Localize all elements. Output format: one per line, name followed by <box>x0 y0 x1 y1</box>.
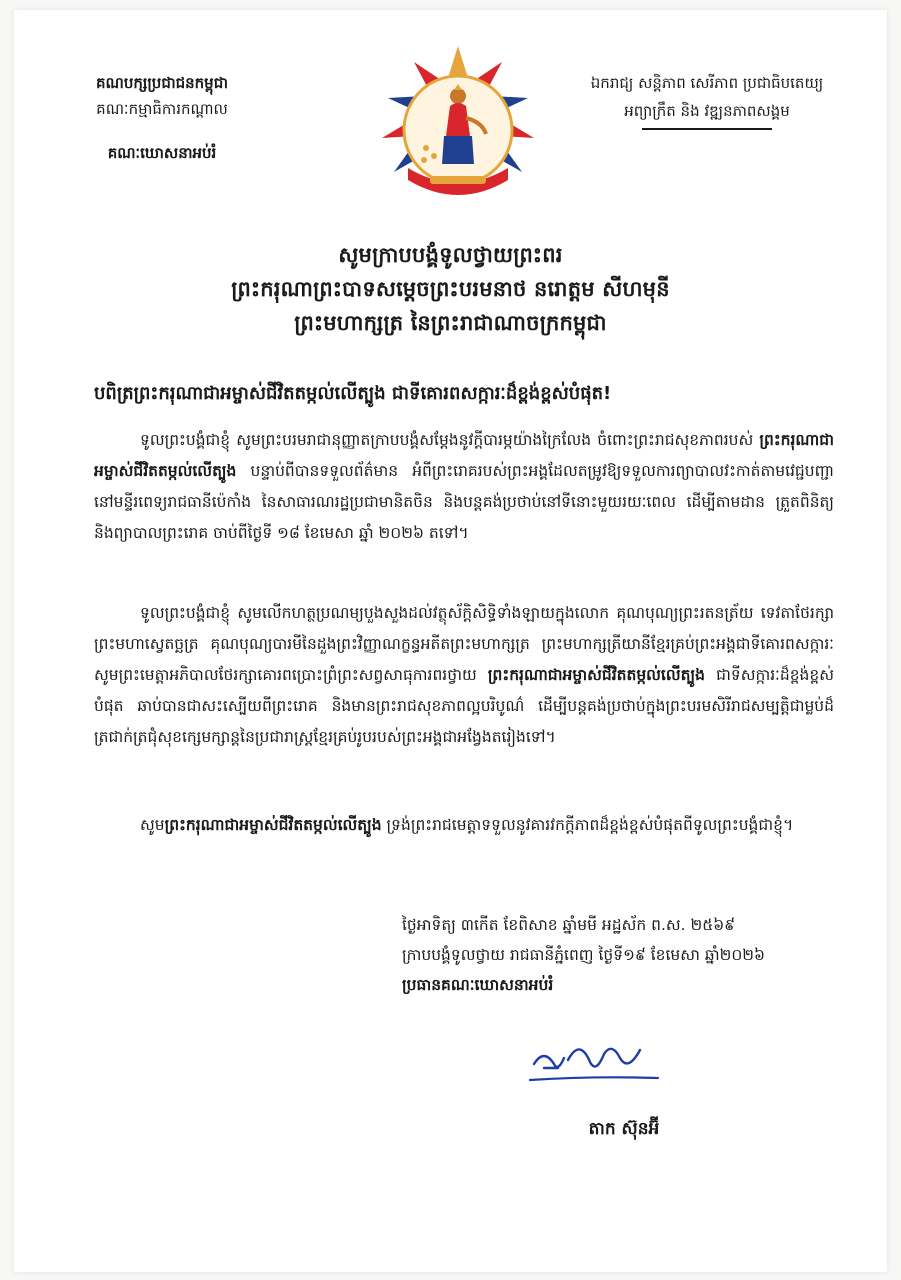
body-paragraph-3 <box>94 810 834 841</box>
closing-block <box>402 910 842 1000</box>
salutation-title: បពិត្រព្រះករុណាជាអម្ចាស់ជីវិតតម្កល់លើត្បូង ជាទីគោរពសក្ការៈដ៏ខ្ពង់ខ្ពស់បំផុត! <box>94 383 612 404</box>
motto-underline <box>642 128 772 130</box>
greeting-line-2: ព្រះករុណាព្រះបាទសម្តេចព្រះបរមនាថ នរោត្តម សីហមុនី <box>231 277 670 301</box>
p2-bold-title: ព្រះករុណាជាអម្ចាស់ជីវិតតម្កល់លើត្បូង <box>487 666 705 684</box>
header-right <box>567 72 847 130</box>
p3-bold-title: ព្រះករុណាជាអម្ចាស់ជីវិតតម្កល់លើត្បូង <box>164 816 382 834</box>
greeting-line-1: សូមក្រាបបង្គំទូលថ្វាយព្រះពរ <box>338 243 563 267</box>
national-motto-line-1: ឯករាជ្យ សន្តិភាព សេរីភាព ប្រជាធិបតេយ្យ <box>590 74 824 92</box>
p2-text-b: ជាទីសក្ការៈដ៏ខ្ពង់ខ្ពស់បំផុត ឆាប់បានជាសះស្បើយពីព្រះរោគ និងមានព្រះរាជសុខភាពល្អបរិបូណ៌ ដើម្បីបន្តគង់ប្រថាប់ក្នុងព្រះបរមសិរីរាជសម្បត្តិជាម្លប់ដ៏ត្រជាក់ត្រជុំសុខក្សេមក្សាន្តនៃប្រជារាស្ត្រខ្មែរគ្រប់រូបរបស់ព្រះអង្គជាអង្វែងតរៀងទៅ។ <box>94 666 834 746</box>
p1-text-b: បន្ទាប់ពីបានទទួលព័ត៌មាន អំពីព្រះរោគរបស់ព្រះអង្គដែលតម្រូវឱ្យទទួលការព្យាបាលវះកាត់តាមវេជ្ជបញ្ជា នៅមន្ទីរពេទ្យរាជធានីប៉េកាំង នៃសាធារណរដ្ឋប្រជាមានិតចិន និងបន្តគង់ប្រថាប់នៅទីនោះមួយរយៈពេល ដើម្បីតាមដាន ត្រួតពិនិត្យ និងព្យាបាលព្រះរោគ ចាប់ពីថ្ងៃទី ១៨ ខែមេសា ឆ្នាំ ២០២៦ តទៅ។ <box>94 462 834 542</box>
p1-text-a: ទូលព្រះបង្គំជាខ្ញុំ សូមព្រះបរមរាជានុញ្ញាតក្រាបបង្គំសម្តែងនូវក្តីបារម្ភយ៉ាងក្រៃលែង ចំពោះព្រះរាជសុខភាពរបស់ <box>140 431 760 449</box>
signer-name: តាក ស៊ុនអ៊ី <box>588 1119 660 1139</box>
p3-text-b: ទ្រង់ព្រះរាជមេត្តាទទួលនូវគារវកក្តីភាពដ៏ខ្ពង់ខ្ពស់បំផុតពីទូលព្រះបង្គំជាខ្ញុំ។ <box>381 816 794 834</box>
body-paragraph-2 <box>94 598 834 753</box>
header-left <box>62 72 262 164</box>
p3-text-a: សូម <box>140 816 165 834</box>
party-emblem-logo <box>374 38 542 206</box>
party-name: គណបក្សប្រជាជនកម្ពុជា <box>96 74 228 92</box>
place-and-date: ក្រាបបង្គំទូលថ្វាយ រាជធានីភ្នំពេញ ថ្ងៃទី១៩ ខែមេសា ឆ្នាំ២០២៦ <box>402 946 766 964</box>
handwritten-signature <box>524 1028 664 1098</box>
body-paragraph-1 <box>94 425 834 549</box>
greeting-line-3: ព្រះមហាក្សត្រ នៃព្រះរាជាណាចក្រកម្ពុជា <box>294 311 607 335</box>
letter-page <box>14 10 887 1272</box>
lunar-date: ថ្ងៃអាទិត្យ ៣កើត ខែពិសាខ ឆ្នាំមមី អដ្ឋស័ក ព.ស. ២៥៦៩ <box>402 916 736 934</box>
p2-text-a: ទូលព្រះបង្គំជាខ្ញុំ សូមលើកហត្ថប្រណម្យបួងសួងដល់វត្ថុស័ក្តិសិទ្ធិទាំងឡាយក្នុងលោក គុណបុណ្យព្រះរតនត្រ័យ ទេវតាថែរក្សាព្រះមហាស្វេតច្ឆត្រ គុណបុណ្យបារមីនៃដួងព្រះវិញ្ញាណក្ខន្ធអតីតព្រះមហាក្សត្រ ព្រះមហាក្សត្រីយានីខ្មែរគ្រប់ព្រះអង្គជាទីគោរពសក្ការៈ សូមព្រះមេត្តាអភិបាលថែរក្សាគោរពប្រោះព្រំព្រះសព្វសាធុការពរថ្វាយ <box>94 604 834 684</box>
committee-name: គណៈកម្មាធិការកណ្តាល <box>96 100 228 118</box>
signatory-title: ប្រធានគណៈឃោសនាអប់រំ <box>402 976 554 994</box>
subcommittee-name: គណៈឃោសនាអប់រំ <box>107 144 217 162</box>
royal-greeting <box>14 238 887 340</box>
national-motto-line-2: អព្យាក្រឹត និង វឌ្ឍនភាពសង្គម <box>624 102 790 120</box>
p1-bold-title: ព្រះករុណាជាអម្ចាស់ជីវិតតម្កល់លើត្បូង <box>94 431 834 480</box>
